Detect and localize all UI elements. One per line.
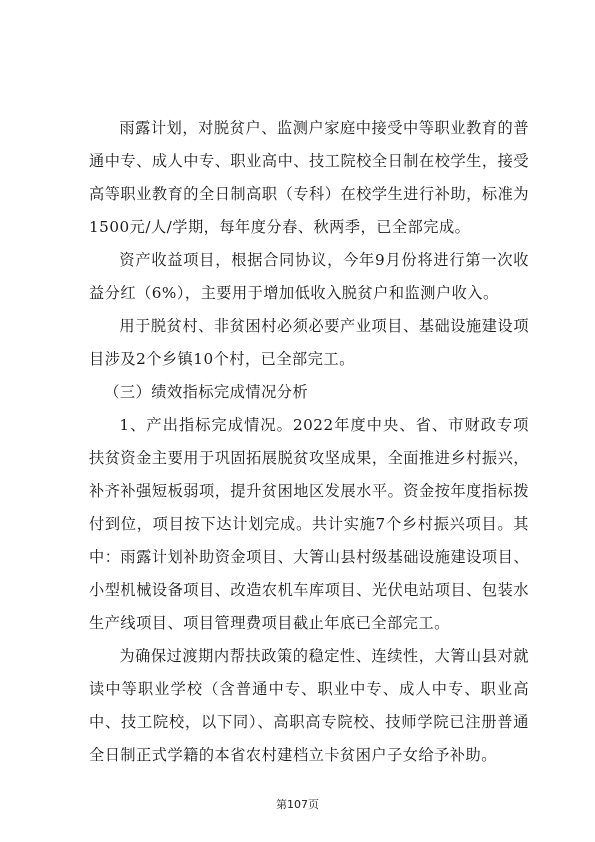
- document-body: [89, 112, 529, 772]
- section-heading: （三）绩效指标完成情况分析: [104, 383, 309, 401]
- paragraph-asset-income: 资产收益项目，根据合同协议，今年9月份将进行第一次收益分红（6%），主要用于增加低收入脱贫户和监测户收入。: [89, 251, 529, 302]
- paragraph-yulu-plan: 雨露计划，对脱贫户、监测户家庭中接受中等职业教育的普通中专、成人中专、职业高中、技工院校全日制在校学生，接受高等职业教育的全日制高职（专科）在校学生进行补助，标准为1500元/人/学期，每年度分春、秋两季，已全部完成。: [89, 119, 529, 236]
- paragraph-village-projects: 用于脱贫村、非贫困村必须必要产业项目、基础设施建设项目涉及2个乡镇10个村，已全部完工。: [89, 317, 529, 368]
- paragraph-output-indicators: 1、产出指标完成情况。2022年度中央、省、市财政专项扶贫资金主要用于巩固拓展脱贫攻坚成果，全面推进乡村振兴，补齐补强短板弱项，提升贫困地区发展水平。资金按年度指标拨付到位，项目按下达计划完成。共计实施7个乡村振兴项目。其中：雨露计划补助资金项目、大箐山县村级基础设施建设项目、小型机械设备项目、改造农机车库项目、光伏电站项目、包装水生产线项目、项目管理费项目截止年底已全部完工。: [89, 416, 529, 632]
- page-number: 第107页: [276, 798, 319, 811]
- paragraph-transition-support: 为确保过渡期内帮扶政策的稳定性、连续性，大箐山县对就读中等职业学校（含普通中专、职业中专、成人中专、职业高中、技工院校，以下同）、高职高专院校、技师学院已注册普通全日制正式学籍的本省农村建档立卡贫困户子女给予补助。: [89, 647, 529, 764]
